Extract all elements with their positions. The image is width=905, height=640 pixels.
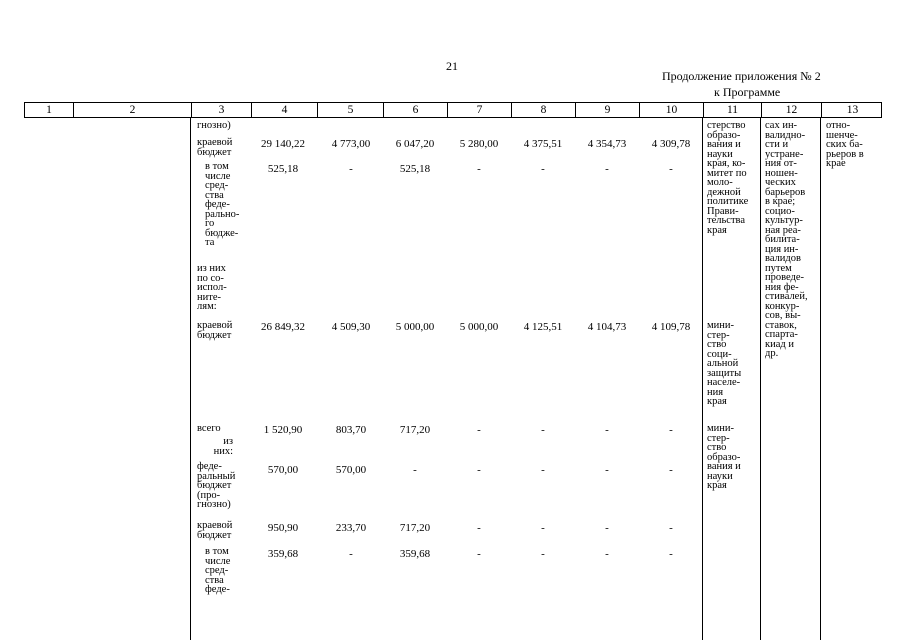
header-col-7: 7 — [447, 103, 511, 117]
column-rule — [820, 118, 821, 640]
header-col-1: 1 — [46, 104, 52, 116]
value-cell: 717,20 — [399, 424, 431, 436]
value-cell: 4 375,51 — [523, 138, 563, 150]
value-cell: - — [605, 522, 609, 534]
value-cell: - — [541, 522, 545, 534]
source-label: краевой бюджет — [197, 137, 233, 158]
source-label: в том числе сред- ства феде- рально- го бюдже- та — [205, 161, 240, 248]
continuation-title: Продолжение приложения № 2 — [662, 69, 821, 83]
value-cell: 6 047,20 — [395, 138, 435, 150]
header-col-6: 6 — [383, 103, 447, 117]
header-col-3: 3 — [191, 103, 251, 117]
value-cell: - — [669, 464, 673, 476]
value-cell: - — [605, 548, 609, 560]
value-cell: - — [477, 548, 481, 560]
value-cell: 803,70 — [335, 424, 367, 436]
value-cell: 525,18 — [267, 163, 299, 175]
value-cell: 570,00 — [335, 464, 367, 476]
value-cell: 717,20 — [399, 522, 431, 534]
header-col-9: 9 — [575, 103, 639, 117]
source-label: из них по со- испол- ните- лям: — [197, 263, 227, 312]
source-label: из них: — [213, 436, 233, 457]
value-cell: - — [541, 163, 545, 175]
column-rule — [702, 118, 703, 640]
header-col-4: 4 — [251, 103, 317, 117]
value-cell: 570,00 — [267, 464, 299, 476]
source-label: в том числе сред- ства феде- — [205, 546, 231, 595]
source-label: всего — [197, 423, 221, 434]
value-cell: 29 140,22 — [261, 138, 305, 150]
value-cell: - — [605, 424, 609, 436]
value-cell: 5 000,00 — [395, 321, 435, 333]
value-cell: - — [669, 548, 673, 560]
value-cell: 4 509,30 — [331, 321, 371, 333]
executor-text: мини- стер- ство соци- альной защиты населе- ния края — [707, 320, 742, 407]
column-rule — [190, 118, 191, 640]
page-number: 21 — [446, 59, 458, 73]
value-cell: - — [477, 464, 481, 476]
header-col-11: 11 — [703, 103, 761, 117]
value-cell: - — [605, 163, 609, 175]
goal-text: отно- шенче- ских ба- рьеров в крае — [826, 120, 864, 169]
value-cell: 4 309,78 — [651, 138, 691, 150]
value-cell: - — [669, 163, 673, 175]
value-cell: 4 104,73 — [587, 321, 627, 333]
header-col-5: 5 — [317, 103, 383, 117]
value-cell: 4 773,00 — [331, 138, 371, 150]
value-cell: - — [669, 522, 673, 534]
executor-text: стерство образо- вания и науки края, ко- митет по моло- дежной политике Прави- тельства края — [707, 120, 749, 236]
value-cell: 26 849,32 — [261, 321, 305, 333]
header-col-10: 10 — [639, 103, 703, 117]
value-cell: - — [541, 464, 545, 476]
source-label: краевой бюджет — [197, 520, 233, 541]
value-cell: - — [477, 522, 481, 534]
executor-text: мини- стер- ство образо- вания и науки края — [707, 423, 741, 491]
value-cell: - — [349, 163, 353, 175]
value-cell: 359,68 — [267, 548, 299, 560]
value-cell: - — [605, 464, 609, 476]
value-cell: - — [541, 548, 545, 560]
header-col-12: 12 — [761, 103, 821, 117]
value-cell: 233,70 — [335, 522, 367, 534]
column-rule — [760, 118, 761, 640]
table-header-row — [24, 102, 882, 118]
value-cell: - — [541, 424, 545, 436]
value-cell: 950,90 — [267, 522, 299, 534]
continuation-subtitle: к Программе — [714, 85, 781, 99]
value-cell: 525,18 — [399, 163, 431, 175]
value-cell: 5 000,00 — [459, 321, 499, 333]
value-cell: - — [477, 163, 481, 175]
header-col-2: 2 — [73, 103, 191, 117]
measure-text: сах ин- валидно- сти и устране- ния от- ношен- ческих барьеров в крае; социо- культур- ная реа- билита- ция ин- валидов путем проведе- ния фе- стивалей, конкур- сов, вы- ставок, спарта- киад и др. — [765, 120, 808, 359]
header-col-13: 13 — [821, 103, 883, 117]
value-cell: - — [477, 424, 481, 436]
source-label: феде- ральный бюджет (про- гнозно) — [197, 461, 236, 510]
value-cell: 5 280,00 — [459, 138, 499, 150]
source-label: краевой бюджет — [197, 320, 233, 341]
value-cell: 4 125,51 — [523, 321, 563, 333]
value-cell: - — [669, 424, 673, 436]
source-label: гнозно) — [197, 120, 231, 131]
header-col-8: 8 — [511, 103, 575, 117]
value-cell: 359,68 — [399, 548, 431, 560]
value-cell: - — [413, 464, 417, 476]
value-cell: 1 520,90 — [263, 424, 303, 436]
value-cell: 4 354,73 — [587, 138, 627, 150]
value-cell: 4 109,78 — [651, 321, 691, 333]
value-cell: - — [349, 548, 353, 560]
